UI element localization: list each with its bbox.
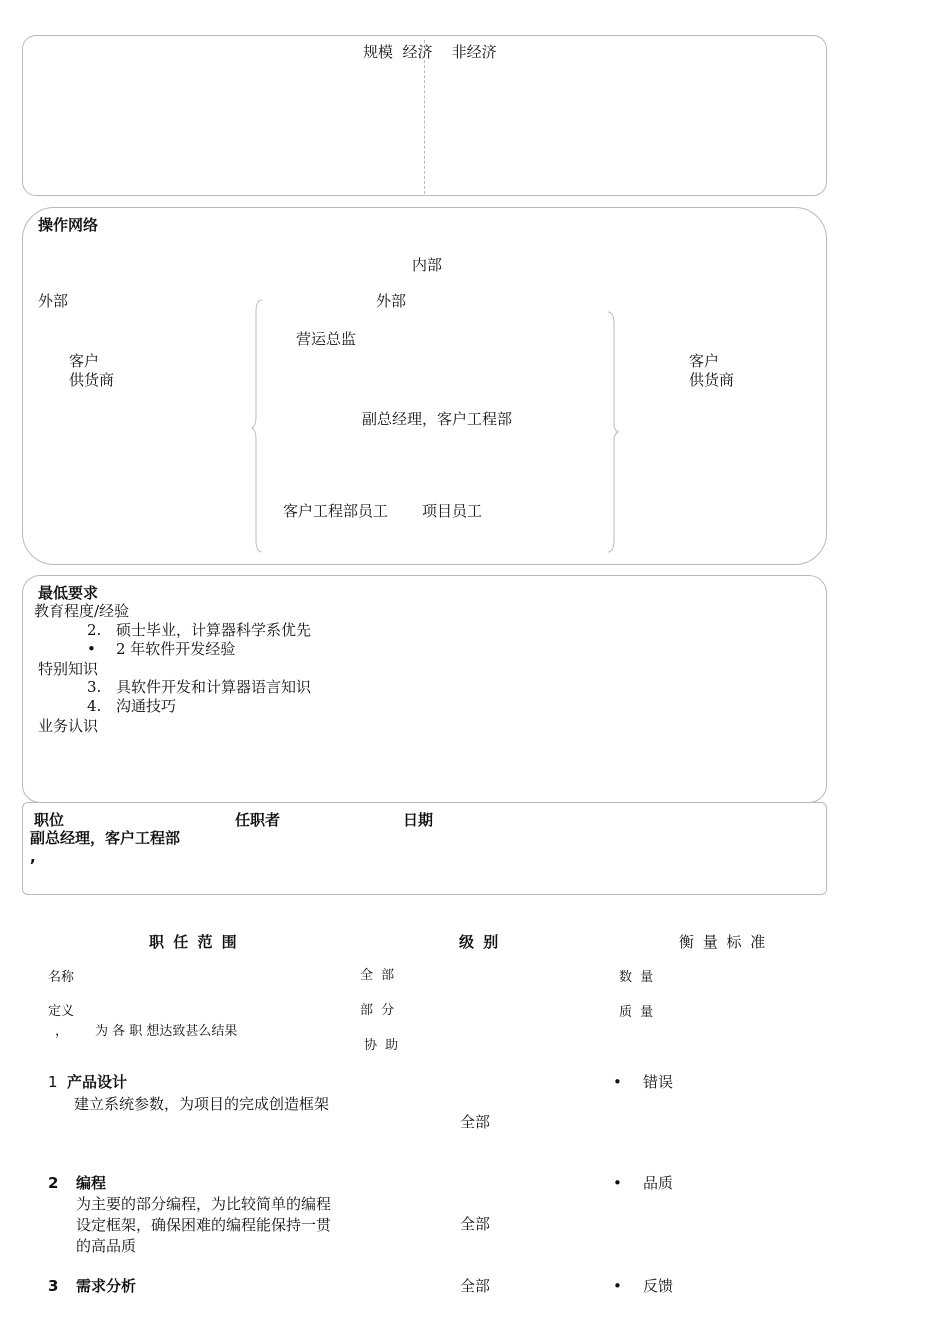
education-item-2: 2 年软件开发经验 <box>116 640 236 658</box>
position-label: 职位 <box>34 811 65 829</box>
ops-director: 营运总监 <box>296 330 357 348</box>
position-value: 副总经理，客户工程部 <box>30 829 181 847</box>
special-item-2-marker: 4. <box>87 697 102 715</box>
legend-name: 名称 <box>48 970 75 985</box>
legend-definition: 定义 <box>48 1004 75 1019</box>
right-brace <box>606 310 620 554</box>
project-staff: 项目员工 <box>422 502 483 520</box>
vp-customer-engineering: 副总经理，客户工程部 <box>362 410 513 428</box>
item-1-description: 建立系统参数，为项目的完成创造框架 <box>74 1095 330 1113</box>
engineering-staff: 客户工程部员工 <box>283 502 389 520</box>
item-1-level: 全部 <box>460 1113 491 1131</box>
legend-quantity: 数 量 <box>619 970 656 985</box>
item-3-measure: 反馈 <box>643 1277 674 1295</box>
item-1-measure: 错误 <box>643 1073 674 1091</box>
date-label: 日期 <box>403 811 434 829</box>
legend-question: 为 各 职 想达致甚么结果 <box>95 1024 238 1039</box>
scale-label: 规模 经济 非经济 <box>363 43 497 61</box>
right-client: 客户 <box>689 352 720 370</box>
education-label: 教育程度/经验 <box>34 602 130 620</box>
network-external-left-label: 外部 <box>38 292 69 310</box>
left-brace <box>250 298 264 554</box>
item-3-bullet: • <box>613 1277 622 1295</box>
item-3-level: 全部 <box>460 1277 491 1295</box>
item-3-number: 3 <box>48 1277 59 1295</box>
position-comma: , <box>30 848 36 866</box>
item-2-description: 为主要的部分编程，为比较简单的编程设定框架，确保困难的编程能保持一贯的高品质 <box>76 1195 332 1255</box>
legend-assist: 协 助 <box>364 1038 401 1053</box>
legend-quality: 质 量 <box>619 1005 656 1020</box>
item-2-title: 编程 <box>76 1174 107 1192</box>
item-2-number: 2 <box>48 1174 59 1192</box>
special-knowledge-label: 特别知识 <box>38 660 99 678</box>
special-item-2: 沟通技巧 <box>116 697 177 715</box>
left-client: 客户 <box>69 352 100 370</box>
requirements-title: 最低要求 <box>38 584 99 602</box>
special-item-1-marker: 3. <box>87 678 102 696</box>
header-level: 级 别 <box>459 933 501 951</box>
item-3-title: 需求分析 <box>76 1277 137 1295</box>
item-1-bullet: • <box>613 1073 622 1091</box>
legend-part: 部 分 <box>360 1003 397 1018</box>
special-item-1: 具软件开发和计算器语言知识 <box>116 678 312 696</box>
header-scope: 职 任 范 围 <box>149 933 239 951</box>
item-1-title: 产品设计 <box>67 1073 128 1091</box>
left-supplier: 供货商 <box>69 371 115 389</box>
item-1-number: 1 <box>48 1073 58 1091</box>
legend-comma: ， <box>55 1024 69 1039</box>
item-2-level: 全部 <box>460 1215 491 1233</box>
education-item-1: 硕士毕业，计算器科学系优先 <box>116 621 312 639</box>
network-internal-label: 内部 <box>412 256 443 274</box>
item-2-measure: 品质 <box>643 1174 674 1192</box>
business-knowledge-label: 业务认识 <box>38 717 99 735</box>
education-item-2-marker: • <box>87 640 96 658</box>
holder-label: 任职者 <box>235 811 281 829</box>
legend-all: 全 部 <box>360 968 397 983</box>
education-item-1-marker: 2. <box>87 621 102 639</box>
network-title: 操作网络 <box>38 216 99 234</box>
header-measure: 衡 量 标 准 <box>679 933 768 951</box>
scale-divider <box>424 40 425 194</box>
network-external-center-label: 外部 <box>376 292 407 310</box>
item-2-bullet: • <box>613 1174 622 1192</box>
right-supplier: 供货商 <box>689 371 735 389</box>
